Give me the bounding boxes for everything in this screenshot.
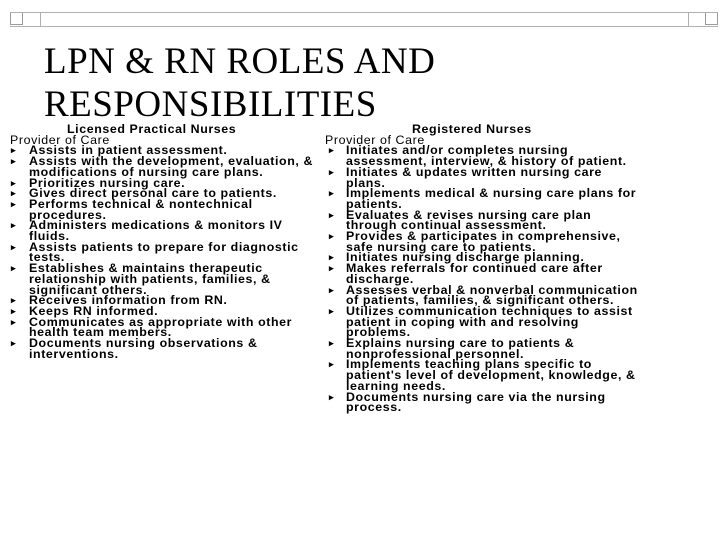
top-rule-lower	[10, 26, 718, 27]
rn-heading: Registered Nurses	[412, 122, 532, 136]
list-item: ▸ Communicates as appropriate with other health team members.	[10, 317, 315, 338]
list-item: ▸ Initiates and/or completes nursing assessment, interview, & history of patient.	[325, 145, 645, 166]
top-rule	[10, 12, 718, 13]
list-item: ▸ Assesses verbal & nonverbal communication of patients, families, & significant others.	[325, 285, 645, 306]
lpn-list	[10, 145, 315, 359]
list-item: ▸ Explains nursing care to patients & nonprofessional personnel.	[325, 338, 645, 359]
list-item: ▸ Administers medications & monitors IV fluids.	[10, 220, 315, 241]
list-item: ▸ Initiates nursing discharge planning.	[325, 252, 645, 263]
list-item: ▸ Implements medical & nursing care plans for patients.	[325, 188, 645, 209]
lpn-heading: Licensed Practical Nurses	[67, 122, 237, 136]
list-item: ▸ Utilizes communication techniques to assist patient in coping with and resolving problems.	[325, 306, 645, 338]
list-item: ▸ Receives information from RN.	[10, 295, 315, 306]
corner-square-left	[10, 12, 23, 25]
list-item: ▸ Documents nursing care via the nursing process.	[325, 392, 645, 413]
rn-subheading: Provider of Care	[325, 132, 425, 147]
list-item: ▸ Evaluates & revises nursing care plan through continual assessment.	[325, 210, 645, 231]
rn-list	[325, 145, 645, 413]
list-item: ▸ Assists patients to prepare for diagnostic tests.	[10, 242, 315, 263]
corner-square-right	[705, 12, 718, 25]
list-item: ▸ Initiates & updates written nursing care plans.	[325, 167, 645, 188]
lpn-subheading: Provider of Care	[10, 132, 110, 147]
list-item: ▸ Keeps RN informed.	[10, 306, 315, 317]
frame-divider-right	[688, 12, 689, 27]
frame-divider-left	[40, 12, 41, 27]
list-item: ▸ Assists with the development, evaluation, & modifications of nursing care plans.	[10, 156, 315, 177]
list-item: ▸ Gives direct personal care to patients.	[10, 188, 315, 199]
list-item: ▸ Prioritizes nursing care.	[10, 178, 315, 189]
list-item: ▸ Implements teaching plans specific to patient's level of development, knowledge, & learning needs.	[325, 359, 645, 391]
list-item: ▸ Makes referrals for continued care after discharge.	[325, 263, 645, 284]
list-item: ▸ Provides & participates in comprehensive, safe nursing care to patients.	[325, 231, 645, 252]
lpn-column	[10, 124, 315, 359]
rn-column	[325, 124, 645, 413]
list-item: ▸ Assists in patient assessment.	[10, 145, 315, 156]
list-item: ▸ Documents nursing observations & interventions.	[10, 338, 315, 359]
slide-title: LPN & RN ROLES AND RESPONSIBILITIES	[44, 41, 436, 125]
list-item: ▸ Performs technical & nontechnical procedures.	[10, 199, 315, 220]
list-item: ▸ Establishes & maintains therapeutic relationship with patients, families, & significant others.	[10, 263, 315, 295]
